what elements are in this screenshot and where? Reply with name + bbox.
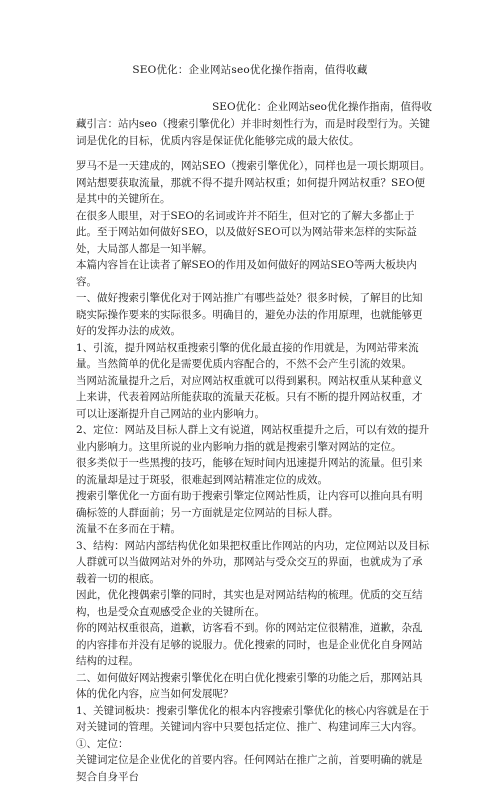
paragraph: ①、定位： (76, 737, 129, 750)
paragraph: 很多类似于一些黑搜的技巧，能够在短时间内迅速提升网站的流量。但引来的流量却是过于斑驳，很难起到网站精准定位的成效。 (76, 457, 423, 486)
abstract-lead: SEO优化：企业网站seo优化操作指南，值得收 (212, 101, 432, 113)
document-body (76, 158, 432, 785)
paragraph: 2、定位：网站及目标人群上文有说道，网站权重提升之后，可以有效的提升业内影响力。这里所说的业内影响力指的就是搜索引擎对网站的定位。 (76, 424, 430, 453)
paragraph: 3、结构：网站内部结构优化如果把权重比作网站的内功，定位网站以及目标人群就可以当做网站对外的外功，那网站与受众交互的界面，也就成为了承载着一切的根底。 (76, 539, 430, 585)
document-title: SEO优化：企业网站seo优化操作指南，值得收藏 (132, 64, 368, 76)
abstract-text: 藏引言：站内seo（搜索引擎优化）并非时刻性行为，而是时段型行为。关键词是优化的目标，优质内容是保证优化能够完成的最大依仗。 (76, 118, 430, 147)
paragraph: 流量不在多而在于精。 (76, 523, 181, 535)
paragraph: 二、如何做好网站搜索引擎优化在明白优化搜索引擎的功能之后，那网站具体的优化内容，应当如何发展呢？ (76, 671, 423, 700)
paragraph: 1、引流，提升网站权重搜索引擎的优化最直接的作用就是，为网站带来流量。当然简单的优化是需要优质内容配合的，不然不会产生引流的效果。 (76, 341, 419, 370)
paragraph: 当网站流量提升之后，对应网站权重就可以得到累积。网站权重从某种意义上来讲，代表着网站所能获取的流量天花板。只有不断的提升网站权重，才可以让逐渐提升自己网站的业内影响力。 (76, 374, 423, 420)
paragraph: 1、关键词板块：搜索引擎优化的根本内容搜索引擎优化的核心内容就是在于对关键词的管理。关键词内容中只要包括定位、推广、构建词库三大内容。 (76, 704, 430, 733)
paragraph: 在很多人眼里，对于SEO的名词或许并不陌生，但对它的了解大多都止于此。至于网站如何做好SEO，以及做好SEO可以为网站带来怎样的实际益处，大局部人都是一知半解。 (76, 209, 417, 255)
paragraph: 你的网站权重很高，道歉，访客看不到。你的网站定位很精准，道歉，杂乱的内容排布并没有足够的说服力。优化搜索的同时，也是企业优化自身网站结构的过程。 (76, 622, 423, 667)
paragraph: 网站想要获取流量，那就不得不提升网站权重；如何提升网站权重？SEO便是其中的关键所在。 (76, 176, 425, 205)
paragraph: 罗马不是一天建成的，网站SEO（搜索引擎优化），同样也是一项长期项目。 (76, 160, 431, 172)
abstract-block (76, 99, 432, 150)
paragraph: 本篇内容旨在让读者了解SEO的作用及如何做好的网站SEO等两大板块内容。 (76, 259, 417, 288)
paragraph: 因此，优化搜偶索引擎的同时，其实也是对网站结构的梳理。优质的交互结构，也是受众直观感受企业的关键所在。 (76, 589, 423, 618)
paragraph: 关键词定位是企业优化的首要内容。任何网站在推广之前，首要明确的就是契合自身平台 (76, 754, 423, 783)
paragraph: 一、做好搜索引擎优化对于网站推广有哪些益处？很多时候，了解目的比知晓实际操作要来的实际很多。明确目的，避免办法的作用原理，也就能够更好的发挥办法的成效。 (76, 292, 423, 337)
paragraph: 搜索引擎优化一方面有助于搜索引擎定位网站性质，让内容可以推向具有明确标签的人群面前；另一方面就是定位网站的目标人群。 (76, 490, 423, 519)
